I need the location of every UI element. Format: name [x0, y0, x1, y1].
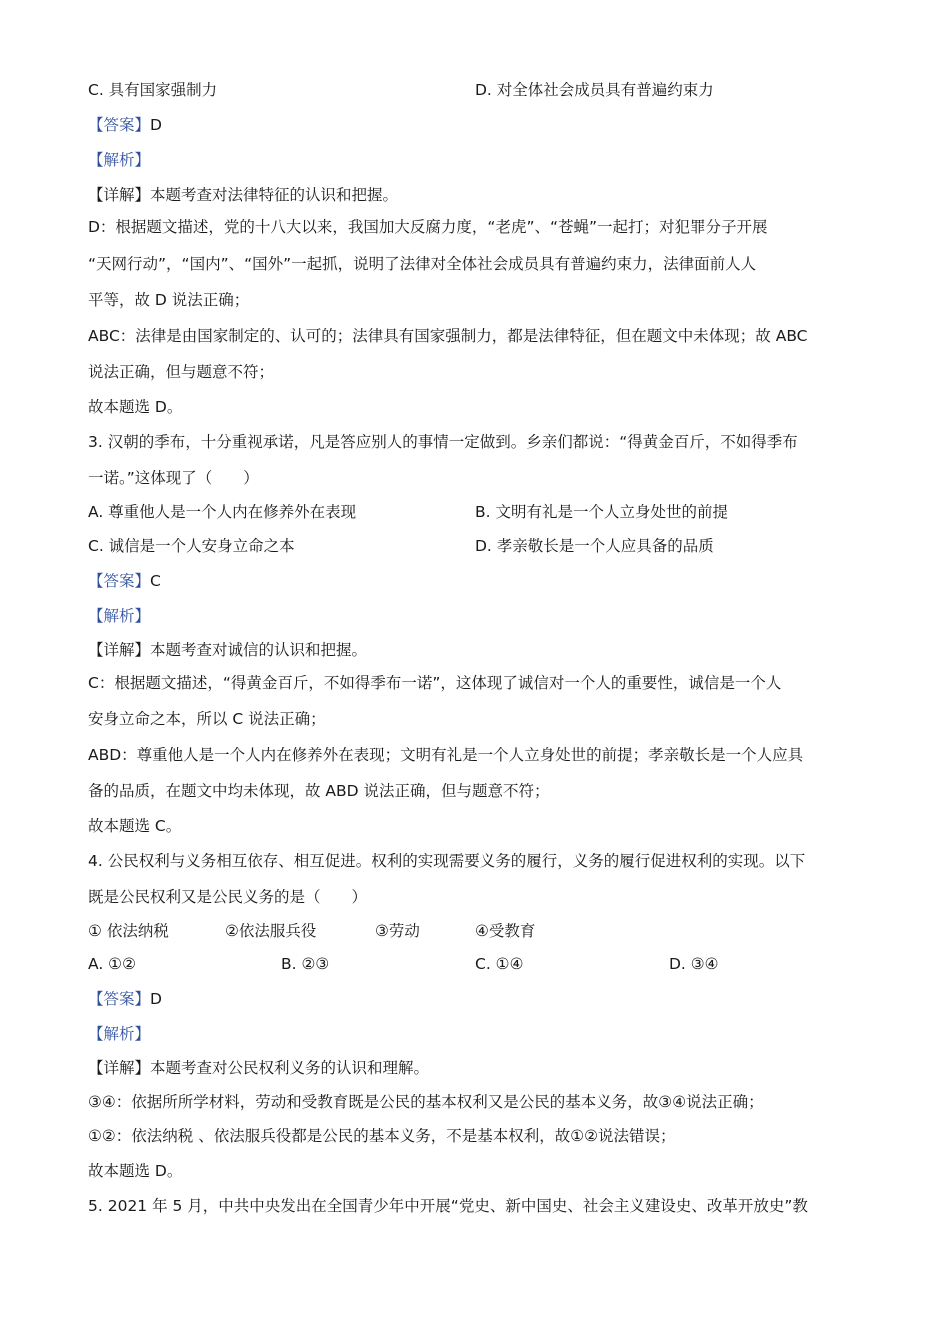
q2-detail: 【详解】本题考查对法律特征的认识和把握。: [88, 186, 399, 204]
q3-option-b: B. 文明有礼是一个人立身处世的前提: [475, 503, 728, 521]
q4-analysis-tag: 【解析】: [88, 1025, 151, 1043]
q3-conclusion: 故本题选 C。: [88, 817, 182, 835]
q3-detail: 【详解】本题考查对诚信的认识和把握。: [88, 641, 368, 659]
q2-para1-line2: “天网行动”，“国内”、“国外”一起抓，说明了法律对全体社会成员具有普遍约束力，法律面前人人: [88, 255, 757, 273]
answer-value: C: [150, 572, 161, 590]
q2-para2-line2: 说法正确，但与题意不符；: [88, 363, 275, 381]
q3-para1-line1: C：根据题文描述，“得黄金百斤，不如得季布一诺”，这体现了诚信对一个人的重要性，诚信是一个人: [88, 674, 782, 692]
q4-option-c: C. ①④: [475, 955, 524, 973]
q3-option-c: C. 诚信是一个人安身立命之本: [88, 537, 295, 555]
q2-conclusion: 故本题选 D。: [88, 398, 183, 416]
q4-conclusion: 故本题选 D。: [88, 1162, 183, 1180]
q2-para1-line3: 平等，故 D 说法正确；: [88, 291, 250, 309]
q4-item-4: ④受教育: [475, 922, 536, 940]
q4-option-d: D. ③④: [669, 955, 719, 973]
q3-option-d: D. 孝亲敬长是一个人应具备的品质: [475, 537, 714, 555]
q4-item-2: ②依法服兵役: [225, 922, 317, 940]
q3-analysis-tag: 【解析】: [88, 607, 151, 625]
q3-option-a: A. 尊重他人是一个人内在修养外在表现: [88, 503, 357, 521]
q4-answer: [88, 987, 880, 1011]
q2-option-d: D. 对全体社会成员具有普遍约束力: [475, 81, 714, 99]
q2-para2-line1: ABC：法律是由国家制定的、认可的；法律具有国家强制力，都是法律特征，但在题文中未体现；故 ABC: [88, 327, 808, 345]
q2-option-c: C. 具有国家强制力: [88, 81, 218, 99]
answer-tag: 【答案】: [88, 116, 151, 134]
q4-stem-line2: 既是公民权利又是公民义务的是（ ）: [88, 888, 368, 906]
answer-tag: 【答案】: [88, 572, 151, 590]
q3-answer: [88, 569, 880, 593]
q4-option-a: A. ①②: [88, 955, 136, 973]
q4-option-b: B. ②③: [281, 955, 330, 973]
q4-item-1: ① 依法纳税: [88, 922, 169, 940]
q2-para1-line1: D：根据题文描述，党的十八大以来，我国加大反腐力度，“老虎”、“苍蝇”一起打；对犯罪分子开展: [88, 218, 768, 236]
q5-stem-line1: 5. 2021 年 5 月，中共中央发出在全国青少年中开展“党史、新中国史、社会主义建设史、改革开放史”教: [88, 1197, 808, 1215]
q3-stem-line2: 一诺。”这体现了（ ）: [88, 469, 259, 487]
answer-value: D: [150, 116, 162, 134]
q2-answer: [88, 113, 880, 137]
q4-para2: ①②：依法纳税 、依法服兵役都是公民的基本义务，不是基本权利，故①②说法错误；: [88, 1127, 676, 1145]
q3-para2-line2: 备的品质，在题文中均未体现，故 ABD 说法正确，但与题意不符；: [88, 782, 550, 800]
q4-stem-line1: 4. 公民权利与义务相互依存、相互促进。权利的实现需要义务的履行，义务的履行促进权利的实现。以下: [88, 852, 806, 870]
q3-para2-line1: ABD：尊重他人是一个人内在修养外在表现；文明有礼是一个人立身处世的前提；孝亲敬长是一个人应具: [88, 746, 804, 764]
q4-para1: ③④：依据所所学材料，劳动和受教育既是公民的基本权利又是公民的基本义务，故③④说法正确；: [88, 1093, 764, 1111]
q4-item-3: ③劳动: [375, 922, 420, 940]
q3-stem-line1: 3. 汉朝的季布，十分重视承诺，凡是答应别人的事情一定做到。乡亲们都说：“得黄金百斤，不如得季布: [88, 433, 798, 451]
q2-analysis-tag: 【解析】: [88, 151, 151, 169]
q3-para1-line2: 安身立命之本，所以 C 说法正确；: [88, 710, 326, 728]
q4-detail: 【详解】本题考查对公民权利义务的认识和理解。: [88, 1059, 430, 1077]
answer-tag: 【答案】: [88, 990, 151, 1008]
answer-value: D: [150, 990, 162, 1008]
